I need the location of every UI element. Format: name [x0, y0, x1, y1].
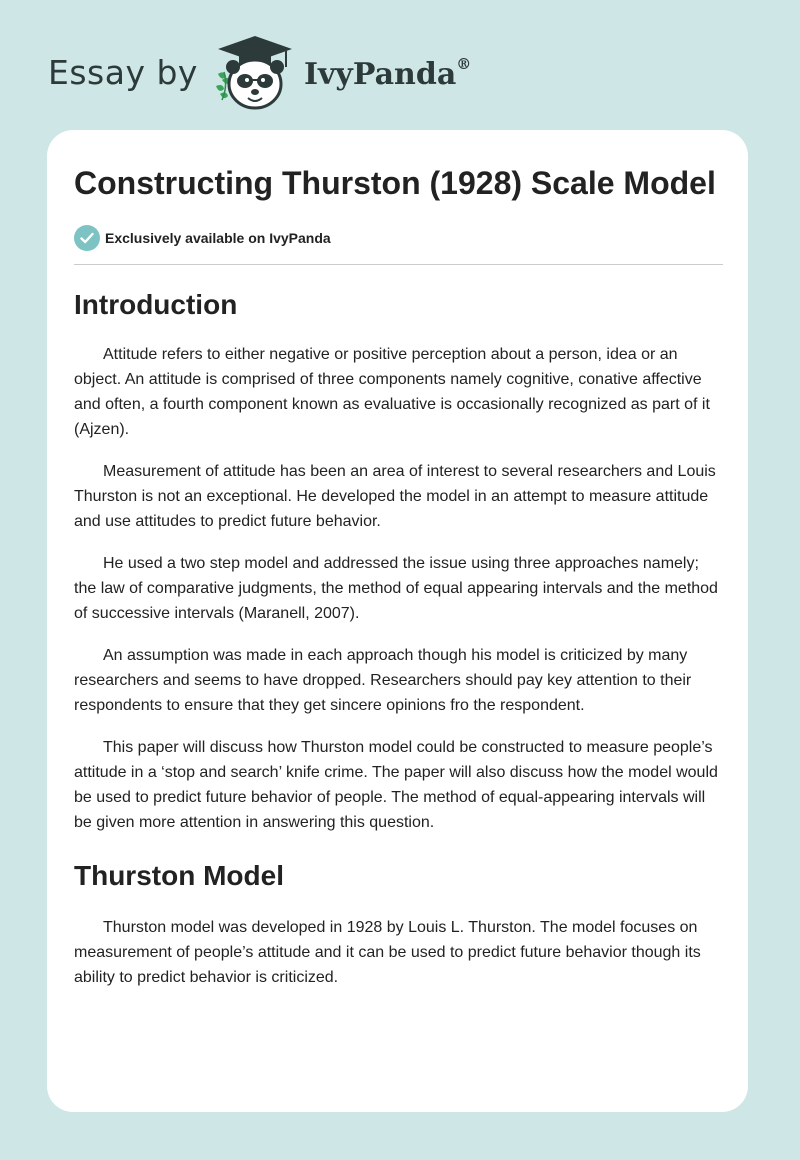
panda-logo-icon[interactable]	[212, 34, 298, 110]
divider	[74, 264, 723, 265]
badge-text: Exclusively available on IvyPanda	[105, 230, 331, 246]
paragraph: Thurston model was developed in 1928 by Louis L. Thurston. The model focuses on measurement of people’s attitude and it can be used to predict future behavior though its ability to predict behavior is criticized.	[74, 919, 701, 986]
paragraph: He used a two step model and addressed the issue using three approaches namely; the law of comparative judgments, the method of equal appearing intervals and the method of successive intervals (Maranell, 2007).	[74, 555, 718, 622]
thurston-model-body	[74, 915, 724, 990]
paragraph: An assumption was made in each approach though his model is criticized by many researchers and seems to have dropped. Researchers should pay key attention to their respondents to ensure that they get sincere opinions fro the respondent.	[74, 647, 692, 714]
brand-name[interactable]	[303, 54, 472, 92]
check-icon	[74, 225, 100, 251]
section-heading-introduction: Introduction	[74, 289, 238, 320]
essay-by-label: Essay by	[48, 52, 198, 92]
introduction-body	[74, 342, 724, 835]
paragraph: Attitude refers to either negative or positive perception about a person, idea or an object. An attitude is comprised of three components namely cognitive, conative affective and often, a fourth component known as evaluative is occasionally recognized as part of it (Ajzen).	[74, 346, 710, 438]
registered-mark: ®	[456, 54, 472, 73]
site-header	[48, 34, 471, 110]
paragraph: Measurement of attitude has been an area of interest to several researchers and Louis Thurston is not an exceptional. He developed the model in an attempt to measure attitude and use attitudes to predict future behavior.	[74, 463, 716, 530]
essay-content	[74, 163, 724, 990]
essay-card	[47, 130, 748, 1112]
page-title: Constructing Thurston (1928) Scale Model	[74, 165, 716, 201]
brand-label: IvyPanda	[303, 56, 457, 92]
section-heading-thurston-model: Thurston Model	[74, 860, 284, 891]
paragraph: This paper will discuss how Thurston model could be constructed to measure people’s attitude in a ‘stop and search’ knife crime. The paper will also discuss how the model would be used to predict future behavior of people. The method of equal-appearing intervals will be given more attention in answering this question.	[74, 739, 718, 831]
exclusive-badge	[74, 225, 724, 251]
